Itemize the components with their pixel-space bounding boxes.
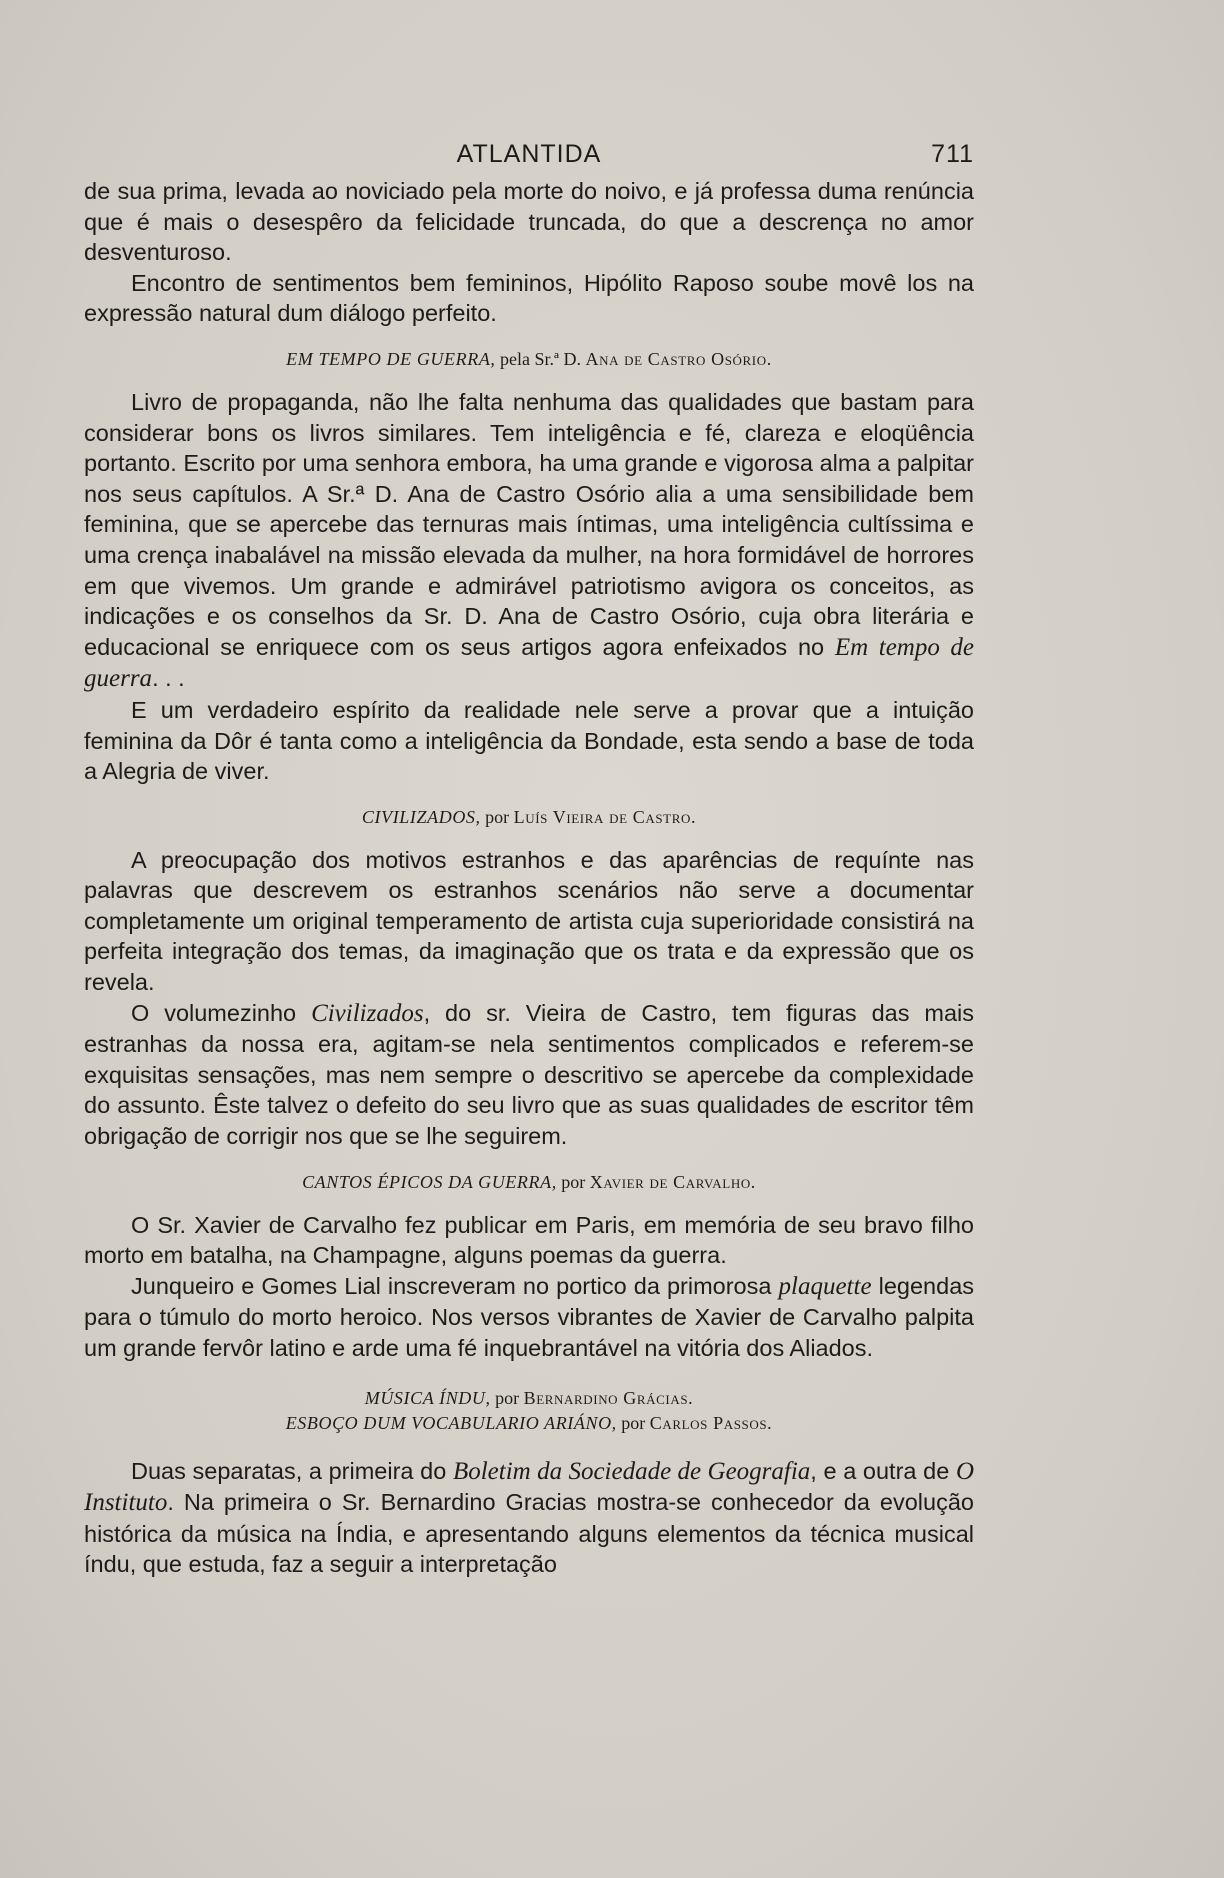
by-text: por — [621, 1412, 646, 1433]
inline-title: Civilizados — [311, 999, 424, 1027]
author-name: Carlos Passos. — [649, 1412, 773, 1433]
review-heading — [84, 347, 974, 371]
paragraph: Encontro de sentimentos bem femininos, Hipólito Raposo soube movê los na expressão natural dum diálogo perfeito. — [84, 269, 974, 327]
review-text: Duas separatas, a primeira do — [131, 1457, 447, 1484]
review-paragraph: O Sr. Xavier de Carvalho fez publicar em Paris, em memória de seu bravo filho morto em batalha, na Champagne, alguns poemas da guerra. — [84, 1211, 974, 1269]
work-title: ESBOÇO DUM VOCABULARIO ARIÁNO, — [285, 1412, 617, 1433]
running-head — [84, 120, 974, 176]
work-title: CIVILIZADOS, — [361, 806, 481, 827]
work-title: EM TEMPO DE GUERRA, — [286, 348, 496, 369]
review-paragraph — [84, 387, 974, 695]
review-heading — [84, 805, 974, 829]
running-head-title: ATLANTIDA — [456, 140, 602, 168]
review-text: Junqueiro e Gomes Lial inscreveram no portico da primorosa — [131, 1272, 772, 1299]
author-name: Xavier de Carvalho. — [589, 1171, 756, 1192]
review-text: Livro de propaganda, não lhe falta nenhuma das qualidades que bastam para considerar bons os livros similares. Tem inteligência e fé, clareza e eloqüência portanto. Escrito por uma senhora embora, ha uma grande e vigorosa alma a palpitar nos seus capítulos. A Sr.ª D. Ana de Castro Osório alia a uma sensibilidade bem feminina, que se apercebe das ternuras mais íntimas, uma inteligência cultíssima e uma crença inabalável na missão elevada da mulher, na hora formidável de horrores em que vivemos. Um grande e admirável patriotismo avigora os conceitos, as indicações e os conselhos da Sr. D. Ana de Castro Osório, cuja obra literária e educacional se enriquece com os seus artigos agora enfeixados no — [84, 388, 974, 660]
text-column — [84, 120, 974, 1580]
review-text: legendas para o túmulo do morto heroico. Nos versos vibrantes de Xavier de Carvalho palpita um grande fervôr latino e arde uma fé inquebrantável na vitória dos Aliados. — [84, 1272, 975, 1361]
review-paragraph: E um verdadeiro espírito da realidade nele serve a provar que a intuição feminina da Dôr é tanta como a inteligência da Bondade, esta sendo a base de toda a Alegria de viver. — [84, 696, 974, 785]
by-text: por — [495, 1387, 520, 1408]
inline-title: Em tempo de guerra — [84, 633, 974, 693]
author-name: Luís Vieira de Castro. — [513, 806, 697, 827]
page-number: 711 — [931, 140, 974, 168]
review-text: O volumezinho — [131, 999, 297, 1026]
review-paragraph — [84, 1271, 974, 1364]
by-text: por — [561, 1171, 586, 1192]
review-heading-line — [84, 1411, 974, 1436]
inline-title: O Instituto — [84, 1457, 974, 1517]
work-title: CANTOS ÉPICOS DA GUERRA, — [302, 1171, 557, 1192]
review-text: . Na primeira o Sr. Bernardino Gracias mostra-se conhecedor da evolução histórica da música na Índia, e apresentando alguns elementos da técnica musical índu, que estuda, faz a seguir a interpretação — [84, 1489, 974, 1578]
review-heading-line — [84, 1386, 974, 1411]
review-text-end: . . . — [152, 665, 185, 692]
review-heading — [84, 1386, 974, 1436]
review-paragraph — [84, 998, 974, 1152]
review-text: , do sr. Vieira de Castro, tem figuras das mais estranhas da nossa era, agitam-se nela sentimentos complicados e referem-se exquisitas sensações, mas nem sempre o descritivo se apercebe da complexidade do assunto. Êste talvez o defeito do seu livro que as suas qualidades de escritor têm obrigação de corrigir nos que se lhe seguirem. — [84, 999, 975, 1150]
inline-title: plaquette — [778, 1272, 872, 1300]
review-heading — [84, 1170, 974, 1194]
work-title: MÚSICA ÍNDU, — [364, 1387, 491, 1408]
continued-paragraph: de sua prima, levada ao noviciado pela morte do noivo, e já professa duma renúncia que é mais o desespêro da felicidade truncada, do que a descrença no amor desventuroso. — [84, 178, 974, 266]
review-paragraph — [84, 1456, 974, 1580]
inline-title: Boletim da Sociedade de Geografia — [452, 1457, 811, 1485]
review-paragraph: A preocupação dos motivos estranhos e das aparências de requínte nas palavras que descrevem os estranhos scenários não serve a documentar completamente um original temperamento de artista cuja superioridade consistirá na perfeita integração dos temas, da imaginação que os trata e da expressão que os revela. — [84, 846, 974, 996]
review-text: , e a outra de — [810, 1457, 950, 1484]
by-text: pela Sr.ª D. — [500, 348, 581, 369]
author-name: Bernardino Grácias. — [523, 1387, 694, 1408]
by-text: por — [485, 806, 510, 827]
author-name: Ana de Castro Osório. — [585, 348, 772, 369]
